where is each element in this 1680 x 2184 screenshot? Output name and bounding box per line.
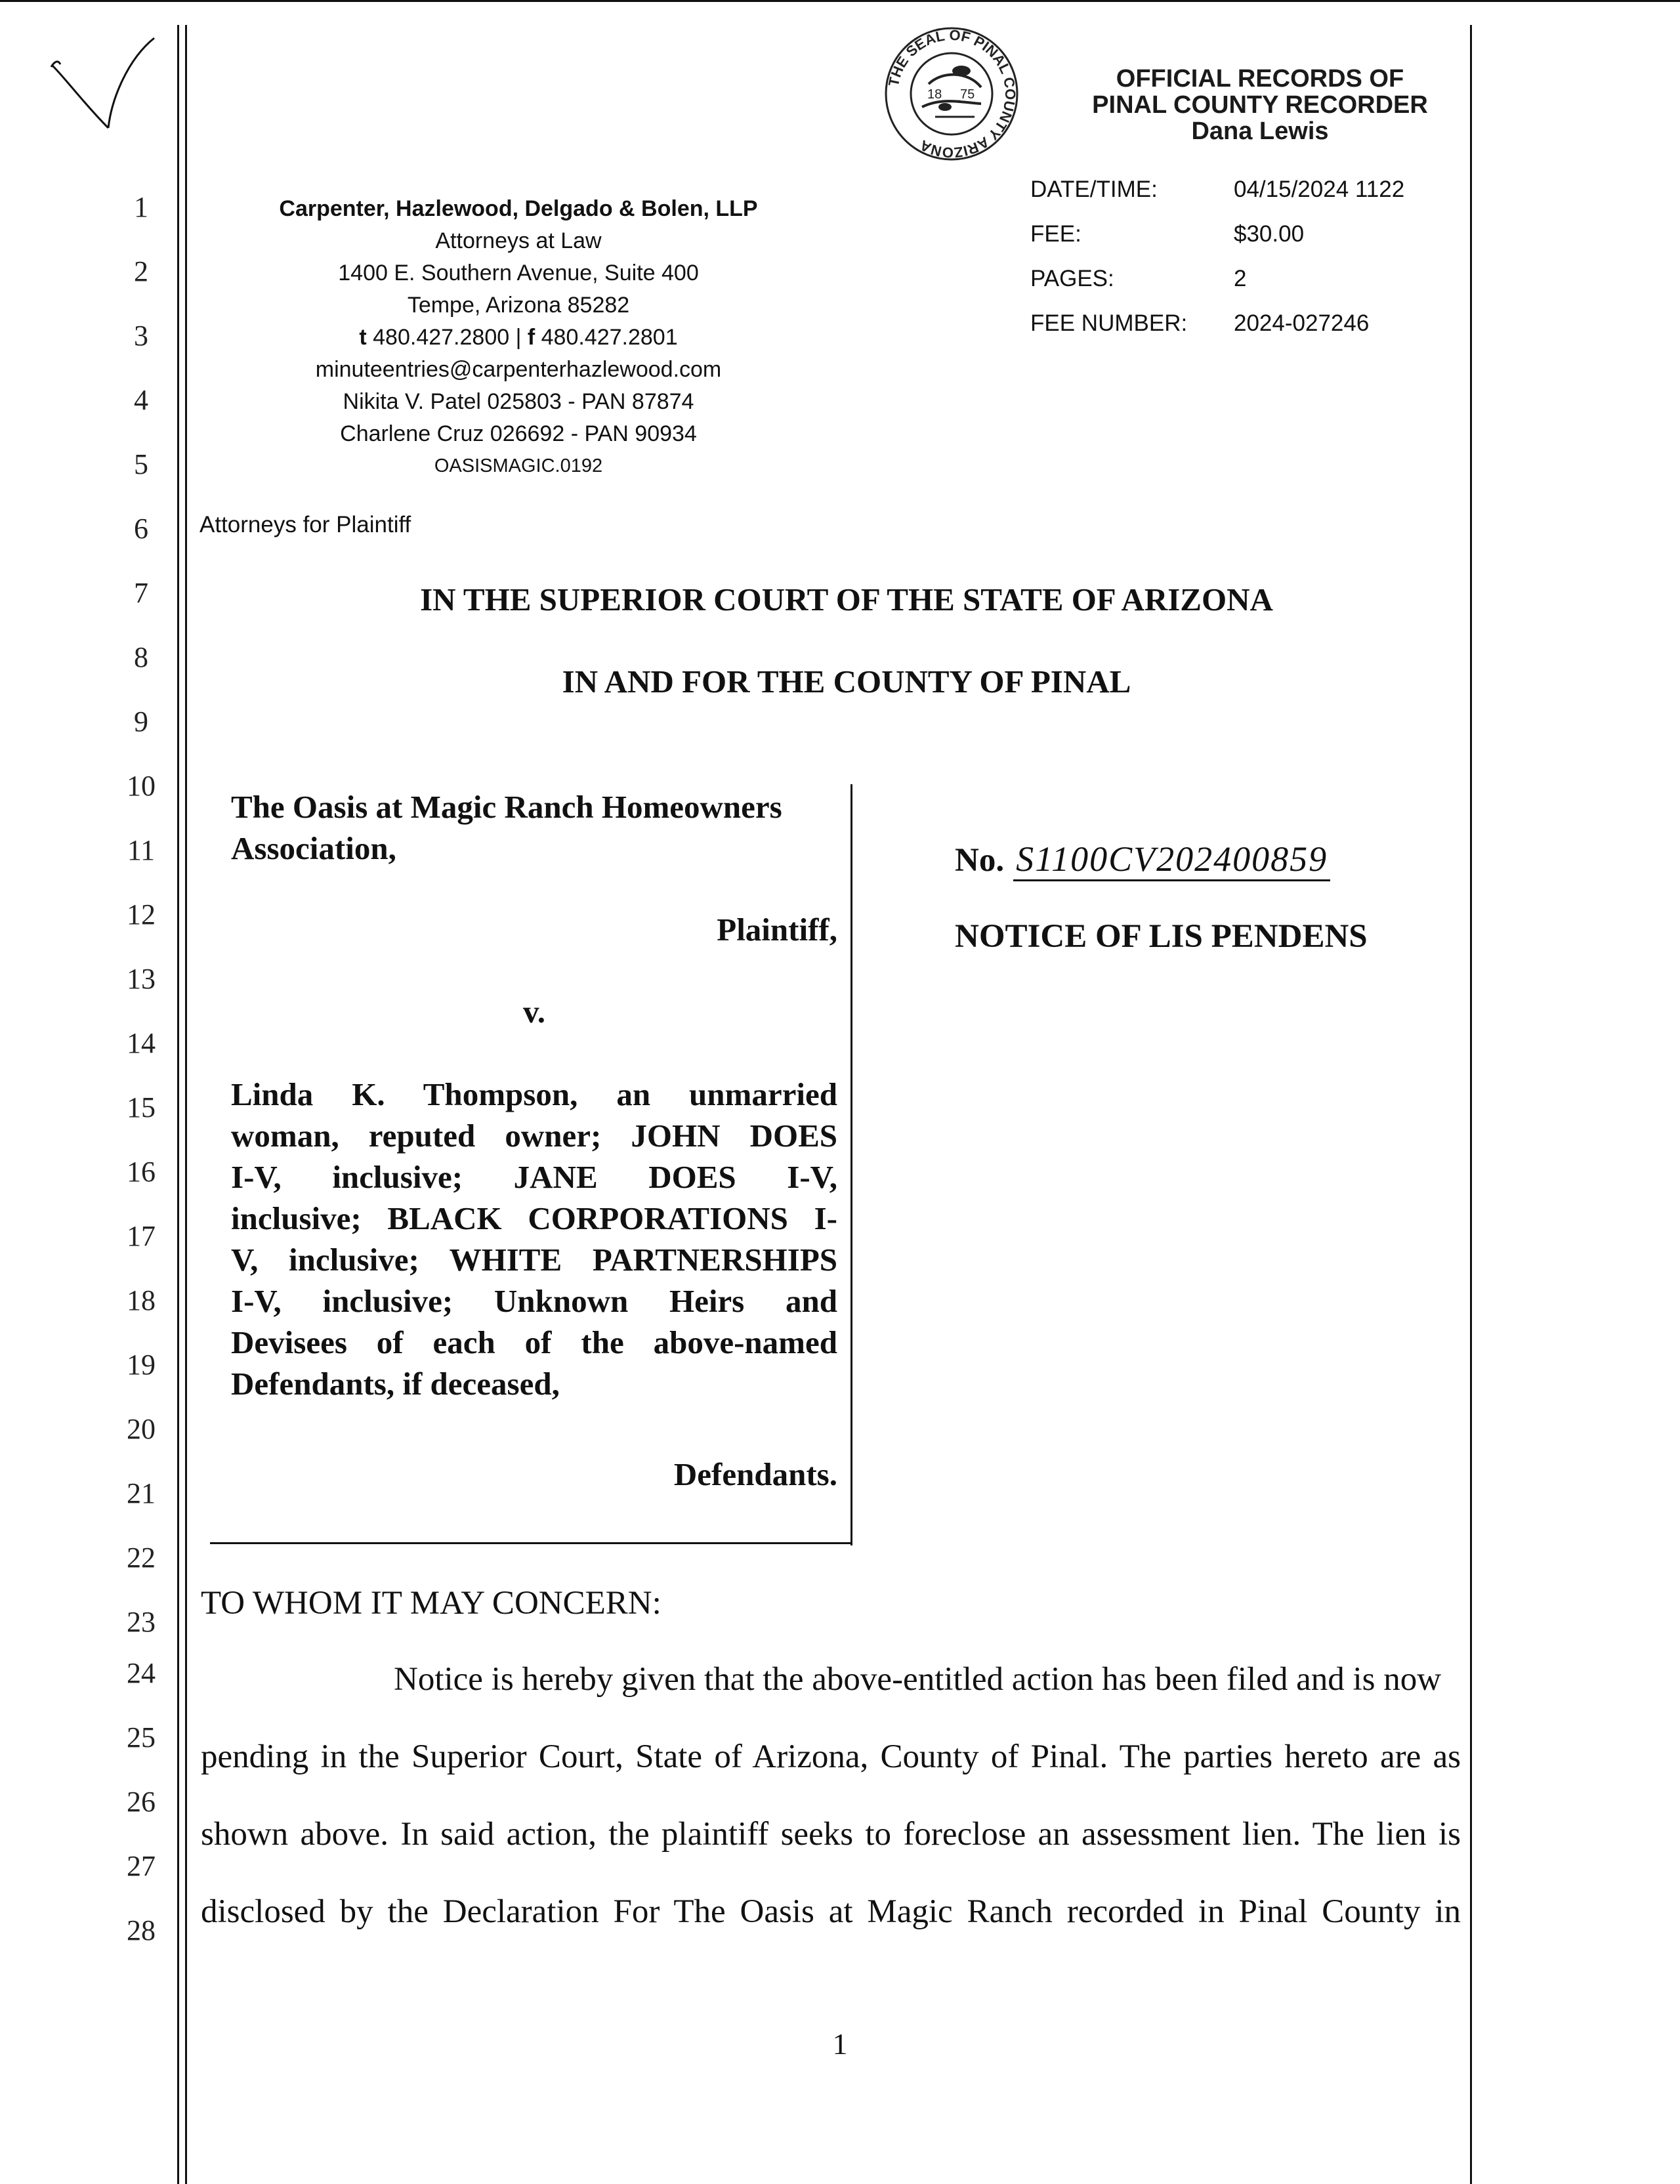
firm-phone-fax [223,322,814,354]
defendants-line: I-V, inclusive; JANE DOES I-V, [231,1159,837,1195]
defendants-last-line: Defendants, if deceased, [231,1366,560,1402]
recorder-line-1: OFFICIAL RECORDS OF [1116,65,1404,93]
line-number: 22 [127,1542,156,1574]
plaintiff-name [231,786,837,869]
recording-info [1030,167,1404,346]
body-line-1: Notice is hereby given that the above-entitled action has been filed and is now [394,1661,1442,1698]
case-number-label: No. [955,842,1005,879]
recorder-line-2: PINAL COUNTY RECORDER [1092,91,1428,119]
line-number: 1 [134,191,148,223]
defendants-line: woman, reputed owner; JOHN DOES [231,1118,837,1154]
line-number: 19 [127,1349,156,1381]
plaintiff-line-2: Association, [231,830,396,866]
body-line-2: pending in the Superior Court, State of Arizona, County of Pinal. The parties hereto are as [201,1738,1461,1775]
attorney-1: Nikita V. Patel 025803 - PAN 87874 [343,389,694,414]
left-margin-rule-inner [185,25,187,2184]
line-number: 6 [134,513,148,545]
defendants-line: Linda K. Thompson, an unmarried [231,1076,837,1112]
recorder-name: Dana Lewis [1191,117,1329,145]
case-number-value: S1100CV202400859 [1013,839,1330,881]
line-number: 23 [127,1606,156,1638]
line-number: 8 [134,641,148,673]
court-title-line-2: IN AND FOR THE COUNTY OF PINAL [562,663,1131,700]
firm-address-1: 1400 E. Southern Avenue, Suite 400 [338,261,699,285]
line-number: 25 [127,1721,156,1754]
defendants-lines [231,1074,837,1363]
line-number: 13 [127,963,156,995]
body-line-3: shown above. In said action, the plaintiff seeks to foreclose an assessment lien. The lien is [201,1816,1461,1853]
line-number: 4 [134,384,148,416]
line-number: 2 [134,255,148,287]
line-number: 7 [134,577,148,609]
fee-number-label: FEE NUMBER: [1030,310,1188,336]
seal-year: 18_ _75 [927,87,975,102]
line-number: 3 [134,320,148,352]
caption-bottom-rule [210,1542,852,1544]
line-number: 14 [127,1027,156,1059]
body-line-4: disclosed by the Declaration For The Oasis at Magic Ranch recorded in Pinal County in [201,1893,1461,1930]
top-border [0,0,1680,2]
line-number: 27 [127,1850,156,1882]
seal-ring-text: THE SEAL OF PINAL COUNTY ARIZONA [885,26,1019,161]
versus: v. [522,994,546,1030]
line-number: 26 [127,1786,156,1818]
file-reference: OASISMAGIC.0192 [434,455,603,476]
defendants-line: V, inclusive; WHITE PARTNERSHIPS [231,1242,837,1278]
attorneys-for-plaintiff: Attorneys for Plaintiff [200,512,411,537]
datetime-value: 04/15/2024 1122 [1234,177,1405,202]
defendants-line: I-V, inclusive; Unknown Heirs and [231,1283,837,1319]
fax-prefix: f [527,325,536,350]
court-title-line-1: IN THE SUPERIOR COURT OF THE STATE OF ARIZONA [420,581,1273,618]
attorney-2: Charlene Cruz 026692 - PAN 90934 [340,421,697,446]
case-number [955,839,1330,881]
line-number: 15 [127,1091,156,1124]
fee-label: FEE: [1030,221,1082,247]
firm-subtitle: Attorneys at Law [435,228,602,253]
defendants-block [231,1074,837,1404]
fee-value: $30.00 [1234,221,1305,247]
pinal-county-seal [883,25,1020,163]
firm-email[interactable]: minuteentries@carpenterhazlewood.com [315,357,722,382]
datetime-label: DATE/TIME: [1030,177,1158,202]
pages-value: 2 [1234,266,1247,291]
line-number: 5 [134,448,148,480]
firm-fax: 480.427.2801 [535,325,678,350]
line-number: 10 [127,770,156,802]
firm-address-2: Tempe, Arizona 85282 [407,293,630,318]
line-number: 12 [127,898,156,931]
phone-prefix: t [359,325,367,350]
law-firm-block [223,193,814,482]
document-title: NOTICE OF LIS PENDENS [955,918,1368,955]
defendants-label: Defendants. [673,1456,837,1492]
line-number: 16 [127,1156,156,1188]
line-number: 20 [127,1413,156,1445]
line-number: 28 [127,1914,156,1946]
page-number: 1 [832,2027,848,2061]
fee-number-value: 2024-027246 [1234,310,1370,336]
caption-vertical-rule [850,784,852,1545]
plaintiff-line-1: The Oasis at Magic Ranch Homeowners [231,789,782,825]
handwritten-check-mark [46,26,158,138]
line-number: 21 [127,1477,156,1509]
right-margin-rule [1470,25,1472,2184]
pages-label: PAGES: [1030,266,1114,291]
recorder-header [1030,66,1490,144]
line-number: 18 [127,1284,156,1316]
defendants-line: Devisees of each of the above-named [231,1324,837,1360]
plaintiff-label: Plaintiff, [717,912,837,948]
left-margin-rule-outer [177,25,179,2184]
firm-name: Carpenter, Hazlewood, Delgado & Bolen, LLP [279,196,758,221]
line-number: 9 [134,705,148,738]
line-number: 11 [127,834,156,866]
line-number: 17 [127,1220,156,1252]
defendants-line: inclusive; BLACK CORPORATIONS I- [231,1200,837,1236]
firm-phone: 480.427.2800 | [366,325,528,350]
salutation: TO WHOM IT MAY CONCERN: [201,1585,662,1622]
line-number: 24 [127,1657,156,1689]
